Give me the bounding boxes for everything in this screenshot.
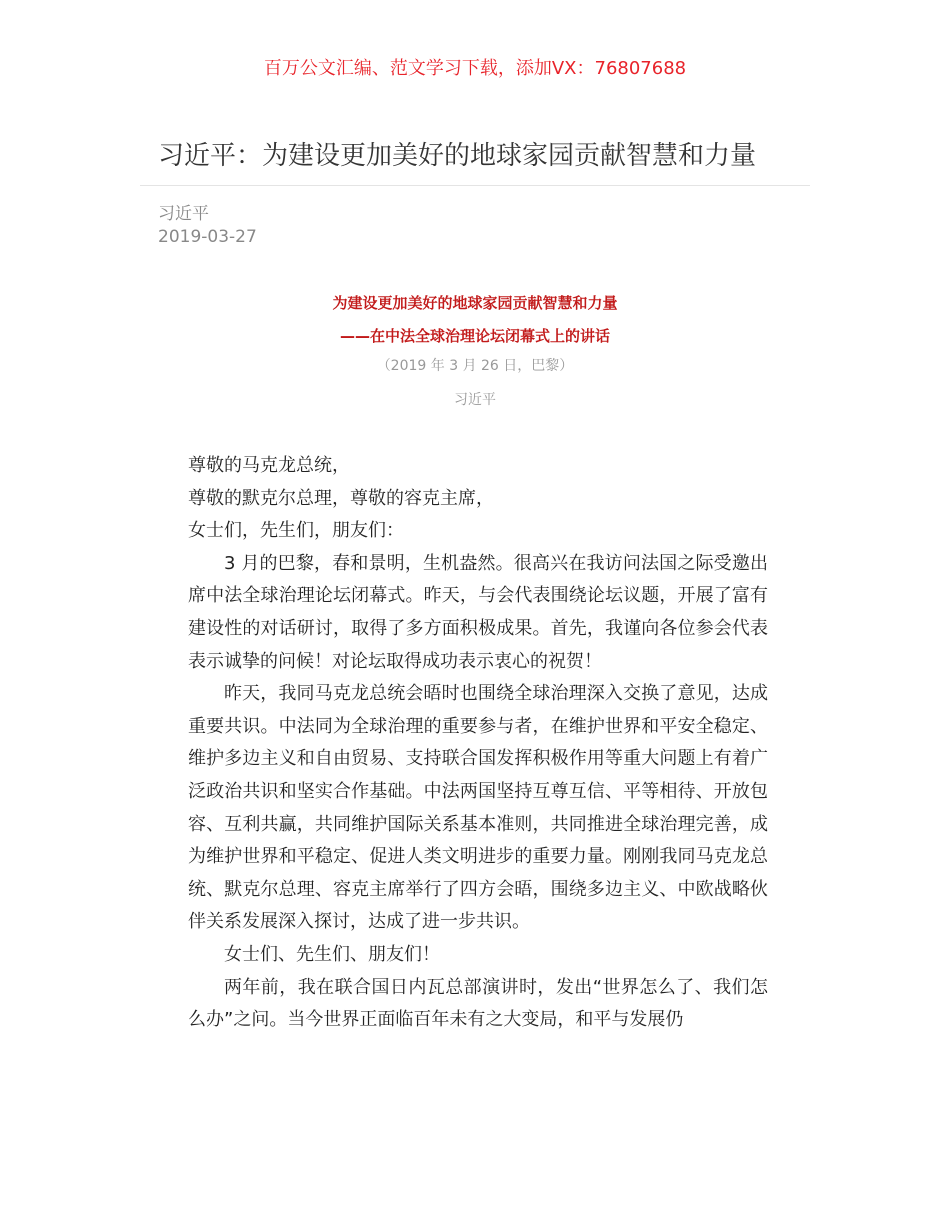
- speech-subtitle: ——在中法全球治理论坛闭幕式上的讲话: [339, 327, 610, 345]
- greeting-line: 女士们，先生们，朋友们：: [188, 520, 404, 542]
- speech-title: 为建设更加美好的地球家园贡献智慧和力量: [332, 294, 618, 312]
- article-date: 2019-03-27: [158, 227, 257, 247]
- speech-header: [0, 293, 950, 410]
- body-paragraph: 两年前，我在联合国日内瓦总部演讲时，发出“世界怎么了、我们怎么办”之问。当今世界正面临百年未有之大变局，和平与发展仍: [188, 976, 768, 1031]
- speech-speaker: 习近平: [454, 392, 496, 408]
- greeting-line: 尊敬的默克尔总理，尊敬的容克主席，: [188, 487, 494, 509]
- speech-date-place: （2019 年 3 月 26 日，巴黎）: [376, 358, 574, 374]
- article-meta: [158, 203, 257, 249]
- promo-banner: 百万公文汇编、范文学习下载，添加VX：76807688: [263, 58, 687, 79]
- speech-body: [188, 450, 768, 1037]
- greeting-line: 尊敬的马克龙总统，: [188, 455, 350, 476]
- article-title: 习近平：为建设更加美好的地球家园贡献智慧和力量: [158, 141, 757, 171]
- body-paragraph: 女士们、先生们、朋友们！: [224, 943, 440, 965]
- article-author: 习近平: [158, 204, 209, 224]
- body-paragraph: 昨天，我同马克龙总统会晤时也围绕全球治理深入交换了意见，达成重要共识。中法同为全球治理的重要参与者，在维护世界和平安全稳定、维护多边主义和自由贸易、支持联合国发挥积极作用等重大问题上有着广泛政治共识和坚实合作基础。中法两国坚持互尊互信、平等相待、开放包容、互利共赢，共同维护国际关系基本准则，共同推进全球治理完善，成为维护世界和平稳定、促进人类文明进步的重要力量。刚刚我同马克龙总统、默克尔总理、容克主席举行了四方会晤，围绕多边主义、中欧战略伙伴关系发展深入探讨，达成了进一步共识。: [188, 683, 768, 933]
- body-paragraph: 3 月的巴黎，春和景明，生机盎然。很高兴在我访问法国之际受邀出席中法全球治理论坛闭幕式。昨天，与会代表围绕论坛议题，开展了富有建设性的对话研讨，取得了多方面积极成果。首先，我谨向各位参会代表表示诚挚的问候！对论坛取得成功表示衷心的祝贺！: [188, 552, 768, 672]
- title-divider: [140, 185, 810, 186]
